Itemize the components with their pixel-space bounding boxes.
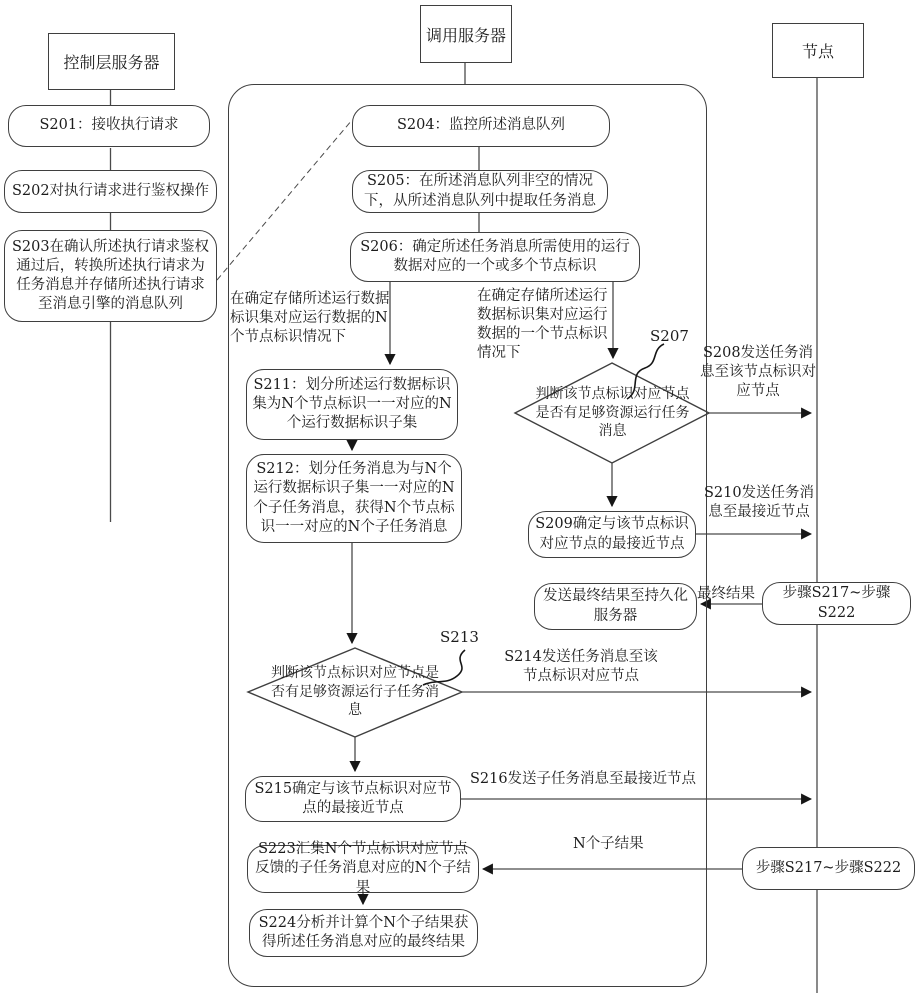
- lane-header-caller-label: 调用服务器: [425, 25, 506, 45]
- ref-steps-s217-s222-upper: [762, 582, 911, 625]
- label-n-sub-results: N个子结果: [573, 836, 644, 852]
- step-s215-label: S215确定与该节点标识对应节点的最接近节点: [254, 780, 452, 816]
- step-s203: [4, 230, 217, 322]
- decision-s213-label: 判断该节点标识对应节点是否有足够资源运行子任务消息: [271, 665, 439, 719]
- ref-steps1-label: 步骤S217~步骤S222: [782, 585, 891, 621]
- step-s224: [249, 909, 478, 957]
- step-s209-label: S209确定与该节点标识对应节点的最接近节点: [535, 516, 689, 552]
- step-persist-label: 发送最终结果至持久化服务器: [543, 588, 688, 624]
- step-s212-label: S212：划分任务消息为与N个运行数据标识子集一一对应的N个子任务消息，获得N个节点标识一一对应的N个子任务消息: [253, 461, 455, 535]
- label-s216: S216发送子任务消息至最接近节点: [469, 771, 697, 787]
- step-s206-label: S206：确定所述任务消息所需使用的运行数据对应的一个或多个节点标识: [360, 238, 630, 274]
- step-s211: [246, 369, 458, 440]
- step-s209: [528, 511, 696, 558]
- label-branch-left: 在确定存储所述运行数据标识集对应运行数据的N个节点标识情况下: [230, 291, 390, 345]
- ref-steps-s217-s222-lower: [742, 847, 915, 890]
- label-s207-ref: S207: [650, 327, 689, 345]
- step-s224-label: S224分析并计算个N个子结果获得所述任务消息对应的最终结果: [258, 914, 469, 950]
- lane-header-control: [48, 33, 175, 90]
- lane-header-node: [772, 23, 864, 78]
- step-s202-label: S202对执行请求进行鉴权操作: [11, 182, 210, 199]
- lane-header-node-label: 节点: [801, 42, 834, 61]
- ref-steps2-label: 步骤S217~步骤S222: [755, 859, 902, 876]
- step-s211-label: S211：划分所述运行数据标识集为N个节点标识一一对应的N个运行数据标识子集: [252, 376, 452, 432]
- step-s223-label: S223汇集N个节点标识对应节点反馈的子任务消息对应的N个子结果: [255, 841, 471, 896]
- step-s201: [8, 105, 210, 147]
- lane-header-caller: [420, 5, 512, 63]
- step-s204: [352, 105, 610, 147]
- step-s203-label: S203在确认所述执行请求鉴权通过后，转换所述执行请求为任务消息并存储所述执行请求至消息引擎的消息队列: [11, 238, 210, 313]
- step-s204-label: S204：监控所述消息队列: [396, 117, 566, 134]
- label-s213-ref: S213: [440, 628, 479, 646]
- decision-s207: [530, 380, 695, 446]
- label-s210: S210发送任务消息至最接近节点: [703, 485, 815, 520]
- step-s201-label: S201：接收执行请求: [39, 117, 179, 134]
- decision-s207-label: 判断该节点标识对应节点是否有足够资源运行任务消息: [535, 386, 690, 440]
- label-s208: S208发送任务消息至该节点标识对应节点: [700, 345, 816, 399]
- step-persist: [534, 583, 697, 630]
- step-s205: [352, 170, 608, 213]
- label-branch-right: 在确定存储所述运行数据标识集对应运行数据的一个节点标识情况下: [477, 288, 608, 361]
- lane-header-control-label: 控制层服务器: [63, 53, 160, 72]
- label-s214: S214发送任务消息至该节点标识对应节点: [504, 649, 658, 684]
- step-s205-label: S205：在所述消息队列非空的情况下，从所述消息队列中提取任务消息: [364, 173, 596, 209]
- step-s202: [4, 170, 217, 213]
- step-s206: [350, 232, 640, 282]
- step-s215: [245, 776, 461, 822]
- decision-s213: [270, 656, 440, 728]
- step-s223: [247, 841, 479, 896]
- step-s212: [246, 454, 462, 543]
- label-final-result: 最终结果: [697, 586, 755, 602]
